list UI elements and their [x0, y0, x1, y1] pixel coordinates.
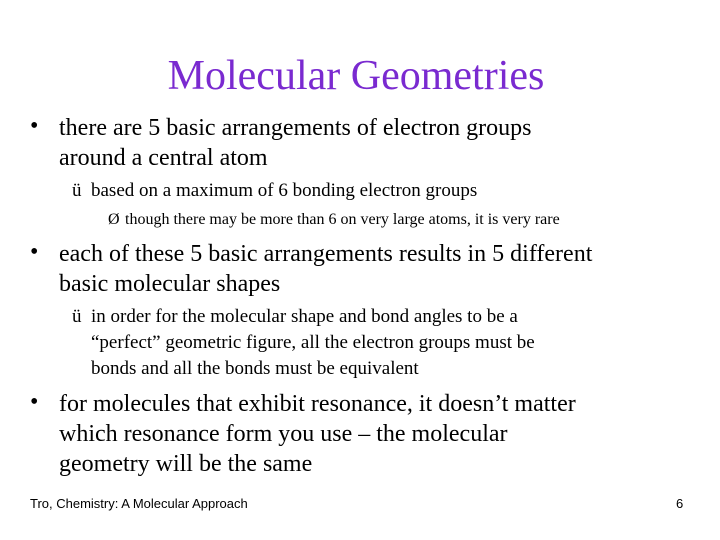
bullet-1-sub-1-line-1: based on a maximum of 6 bonding electron groups	[91, 180, 478, 201]
bullet-1-sub-1-subsub-1: though there may be more than 6 on very large atoms, it is very rare	[125, 211, 560, 228]
bullet-2-sub-1-line-3: bonds and all the bonds must be equivalent	[91, 358, 419, 379]
bullet-2-line-2: basic molecular shapes	[59, 271, 281, 297]
bullet-2-line-1: each of these 5 basic arrangements results in 5 different	[59, 241, 593, 267]
page-number: 6	[676, 496, 684, 511]
bullet-3-line-1: for molecules that exhibit resonance, it doesn’t matter	[59, 391, 576, 417]
bullet-2-sub-1-line-2: “perfect” geometric figure, all the electron groups must be	[91, 332, 535, 353]
bullet-marker: •	[30, 239, 39, 265]
arrow-icon: Ø	[108, 211, 120, 228]
footer-source: Tro, Chemistry: A Molecular Approach	[30, 496, 248, 511]
bullet-marker: •	[30, 113, 39, 139]
bullet-1-line-1: there are 5 basic arrangements of electron groups	[59, 115, 532, 141]
bullet-3-line-3: geometry will be the same	[59, 451, 313, 477]
bullet-marker: •	[30, 389, 39, 415]
bullet-1-line-2: around a central atom	[59, 145, 268, 171]
slide-title: Molecular Geometries	[167, 53, 545, 99]
bullet-3-line-2: which resonance form you use – the molecular	[59, 421, 508, 447]
bullet-2-sub-1-line-1: in order for the molecular shape and bond angles to be a	[91, 306, 518, 327]
check-icon: ü	[72, 306, 82, 327]
check-icon: ü	[72, 180, 82, 201]
